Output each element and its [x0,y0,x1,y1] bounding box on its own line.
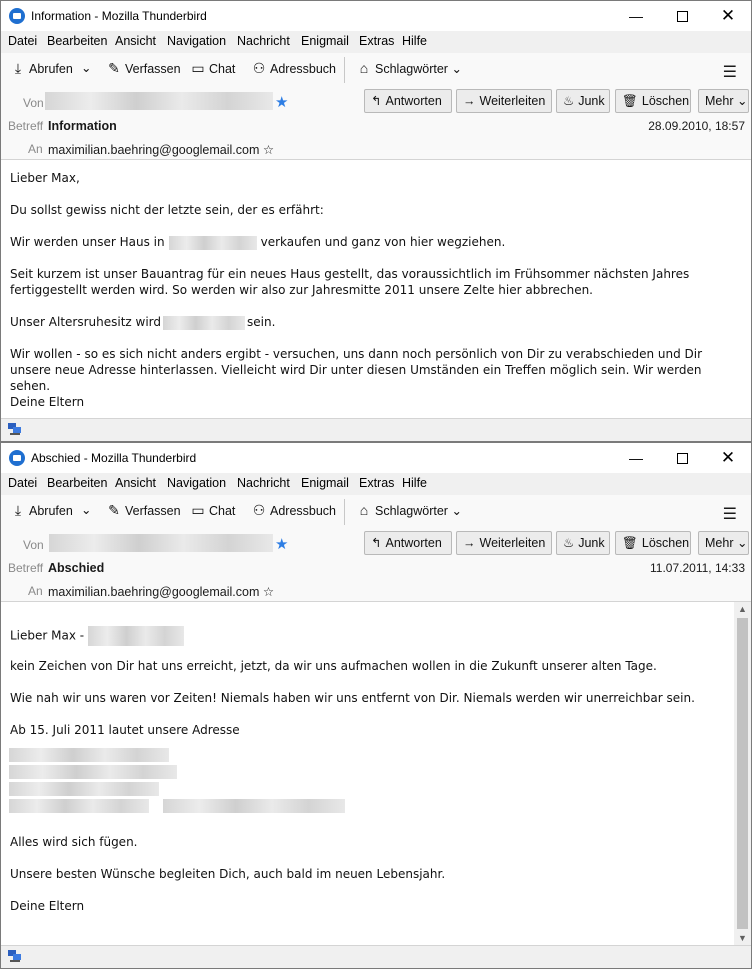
subject-label: Betreff [8,119,44,133]
thunderbird-icon [9,8,25,24]
address-book-button[interactable]: ⚇ Adressbuch [252,60,337,76]
subject-value: Information [48,119,117,133]
maximize-button[interactable] [659,443,705,473]
chat-button[interactable]: ▭ Chat [191,502,236,518]
menu-enigmail[interactable]: Enigmail [301,476,349,490]
app-menu-icon[interactable]: ☰ [722,506,737,523]
from-label: Von [23,96,44,110]
get-mail-button[interactable]: ⤓ Abrufen [10,502,73,522]
person-icon: ⚇ [252,60,266,76]
place-redacted [169,236,257,250]
address-book-button[interactable]: ⚇ Adressbuch [252,502,337,518]
to-label: An [28,142,43,156]
name-redacted [88,626,184,646]
trash-icon: 🗑 [622,94,638,108]
download-icon: ⤓ [14,60,22,76]
menu-bearbeiten[interactable]: Bearbeiten [47,476,108,490]
menu-bar [1,473,751,495]
star-icon[interactable]: ★ [275,94,289,111]
chevron-down-icon: ⌄ [451,62,462,76]
to-address[interactable]: maximilian.baehring@googlemail.com ☆ [48,585,275,599]
menu-enigmail[interactable]: Enigmail [301,34,349,48]
forward-icon: → [463,94,476,108]
forward-button[interactable]: → Weiterleiten [456,531,552,555]
delete-button[interactable]: 🗑 Löschen [615,89,691,113]
message-window-abschied [0,442,752,969]
place-redacted [163,316,245,330]
menu-navigation[interactable]: Navigation [167,34,227,48]
body-paragraph: Wir wollen - so es sich nicht anders ergibt - versuchen, uns dann noch persönlich von Dir zu verabschieden und Dir unsere neue Adresse hinterlassen. Vielleicht wird Dir unter diesen Umständen ein Treffen möglich sein. Wir werden sehen. [10,347,703,393]
body-greeting: Lieber Max - [10,626,745,646]
star-outline-icon[interactable]: ☆ [262,585,275,599]
body-paragraph: Wie nah wir uns waren vor Zeiten! Niemals haben wir uns entfernt von Dir. Niemals werden wir unerreichbar sein. [10,691,695,705]
address-redacted [9,799,149,813]
delete-button[interactable]: 🗑 Löschen [615,531,691,555]
subject-value: Abschied [48,561,105,575]
star-outline-icon[interactable]: ☆ [262,143,275,157]
address-redacted [9,748,169,762]
trash-icon: 🗑 [622,536,638,550]
message-body [1,602,734,945]
more-button[interactable]: Mehr ⌄ [698,89,749,113]
chevron-down-icon: ⌄ [451,504,462,518]
chevron-down-icon: ⌄ [81,503,92,517]
menu-hilfe[interactable]: Hilfe [402,476,428,490]
thunderbird-icon [9,450,25,466]
message-header [1,87,751,160]
pencil-icon: ✎ [108,60,120,76]
menu-navigation[interactable]: Navigation [167,476,227,490]
get-mail-dropdown-button[interactable] [81,60,91,80]
forward-icon: → [463,536,476,550]
forward-button[interactable]: → Weiterleiten [456,89,552,113]
body-paragraph: Ab 15. Juli 2011 lautet unsere Adresse [10,723,240,737]
download-icon: ⤓ [14,502,22,518]
tag-icon: ⌂ [359,502,369,518]
menu-hilfe[interactable]: Hilfe [402,34,428,48]
menu-nachricht[interactable]: Nachricht [237,476,290,490]
minimize-button[interactable]: — [629,450,643,466]
date-value: 28.09.2010, 18:57 [648,119,745,133]
toolbar-separator [344,57,345,83]
chat-bubble-icon: ▭ [191,502,205,518]
minimize-button[interactable]: — [629,8,643,24]
sender-redacted [45,92,273,110]
pencil-icon: ✎ [108,502,120,518]
chevron-down-icon: ⌄ [736,94,748,108]
chat-button[interactable]: ▭ Chat [191,60,236,76]
address-redacted [9,782,159,796]
flame-icon: ♨ [563,536,575,550]
menu-ansicht[interactable]: Ansicht [115,34,156,48]
body-signature: Deine Eltern [10,395,85,409]
write-button[interactable]: ✎ Verfassen [106,502,181,522]
body-greeting: Lieber Max, [10,171,80,185]
chevron-down-icon: ⌄ [81,61,92,75]
title-bar [1,1,751,31]
from-label: Von [23,538,44,552]
scrollbar-thumb[interactable] [737,618,748,929]
write-button[interactable]: ✎ Verfassen [106,60,181,80]
sender-redacted [49,534,273,552]
reply-button[interactable]: ↰ Antworten [364,531,452,555]
body-paragraph: Unsere besten Wünsche begleiten Dich, auch bald im neuen Lebensjahr. [10,867,446,881]
app-menu-icon[interactable]: ☰ [722,64,737,81]
menu-datei[interactable]: Datei [8,34,38,48]
more-button[interactable]: Mehr ⌄ [698,531,749,555]
scroll-down-icon[interactable]: ▼ [738,933,747,943]
junk-button[interactable]: ♨ Junk [556,89,610,113]
menu-nachricht[interactable]: Nachricht [237,34,290,48]
tags-button[interactable]: ⌂ Schlagwörter ⌄ [356,502,462,522]
menu-extras[interactable]: Extras [359,34,395,48]
flame-icon: ♨ [563,94,575,108]
body-signature: Deine Eltern [10,899,85,913]
message-header [1,529,751,602]
scroll-up-icon[interactable]: ▲ [738,604,747,614]
tag-icon: ⌂ [359,60,369,76]
reply-icon: ↰ [371,94,382,108]
main-toolbar [1,53,751,88]
junk-button[interactable]: ♨ Junk [556,531,610,555]
address-redacted [163,799,345,813]
close-button[interactable]: ✕ [720,448,736,467]
main-toolbar [1,495,751,530]
chevron-down-icon: ⌄ [736,536,748,550]
body-scrollbar[interactable] [734,602,751,945]
menu-datei[interactable]: Datei [8,476,38,490]
message-window-information [0,0,752,442]
to-address[interactable]: maximilian.baehring@googlemail.com ☆ [48,143,275,157]
menu-bar [1,31,751,53]
body-paragraph: Du sollst gewiss nicht der letzte sein, der es erfährt: [10,203,324,217]
menu-extras[interactable]: Extras [359,476,395,490]
reply-icon: ↰ [371,536,382,550]
subject-label: Betreff [8,561,44,575]
tags-button[interactable]: ⌂ Schlagwörter ⌄ [356,60,462,80]
maximize-button[interactable] [659,1,705,31]
address-redacted [9,765,177,779]
online-status-icon[interactable] [8,423,22,435]
message-body [1,160,751,418]
window-title: Abschied - Mozilla Thunderbird [31,451,197,465]
menu-bearbeiten[interactable]: Bearbeiten [47,34,108,48]
body-paragraph: Unser Altersruhesitz wird sein. [10,315,276,329]
status-bar [1,418,751,441]
menu-ansicht[interactable]: Ansicht [115,476,156,490]
to-label: An [28,584,43,598]
reply-button[interactable]: ↰ Antworten [364,89,452,113]
body-paragraph: kein Zeichen von Dir hat uns erreicht, jetzt, da wir uns aufmachen wollen in die Zukunft unserer alten Tage. [10,659,657,673]
title-bar [1,443,751,473]
get-mail-dropdown-button[interactable] [81,502,91,522]
close-button[interactable]: ✕ [720,6,736,25]
body-paragraph: Alles wird sich fügen. [10,835,138,849]
star-icon[interactable]: ★ [275,536,289,553]
date-value: 11.07.2011, 14:33 [650,561,745,575]
online-status-icon[interactable] [8,950,22,962]
toolbar-separator [344,499,345,525]
person-icon: ⚇ [252,502,266,518]
body-paragraph: Seit kurzem ist unser Bauantrag für ein neues Haus gestellt, das voraussichtlich im Frühsommer nächsten Jahres fertiggestellt werden wird. So werden wir also zur Jahresmitte 2011 unsere Zelte hier abbrechen. [10,267,690,297]
get-mail-button[interactable]: ⤓ Abrufen [10,60,73,80]
body-paragraph: Wir werden unser Haus in verkaufen und ganz von hier wegziehen. [10,235,506,249]
chat-bubble-icon: ▭ [191,60,205,76]
window-title: Information - Mozilla Thunderbird [31,9,207,23]
status-bar [1,945,751,968]
